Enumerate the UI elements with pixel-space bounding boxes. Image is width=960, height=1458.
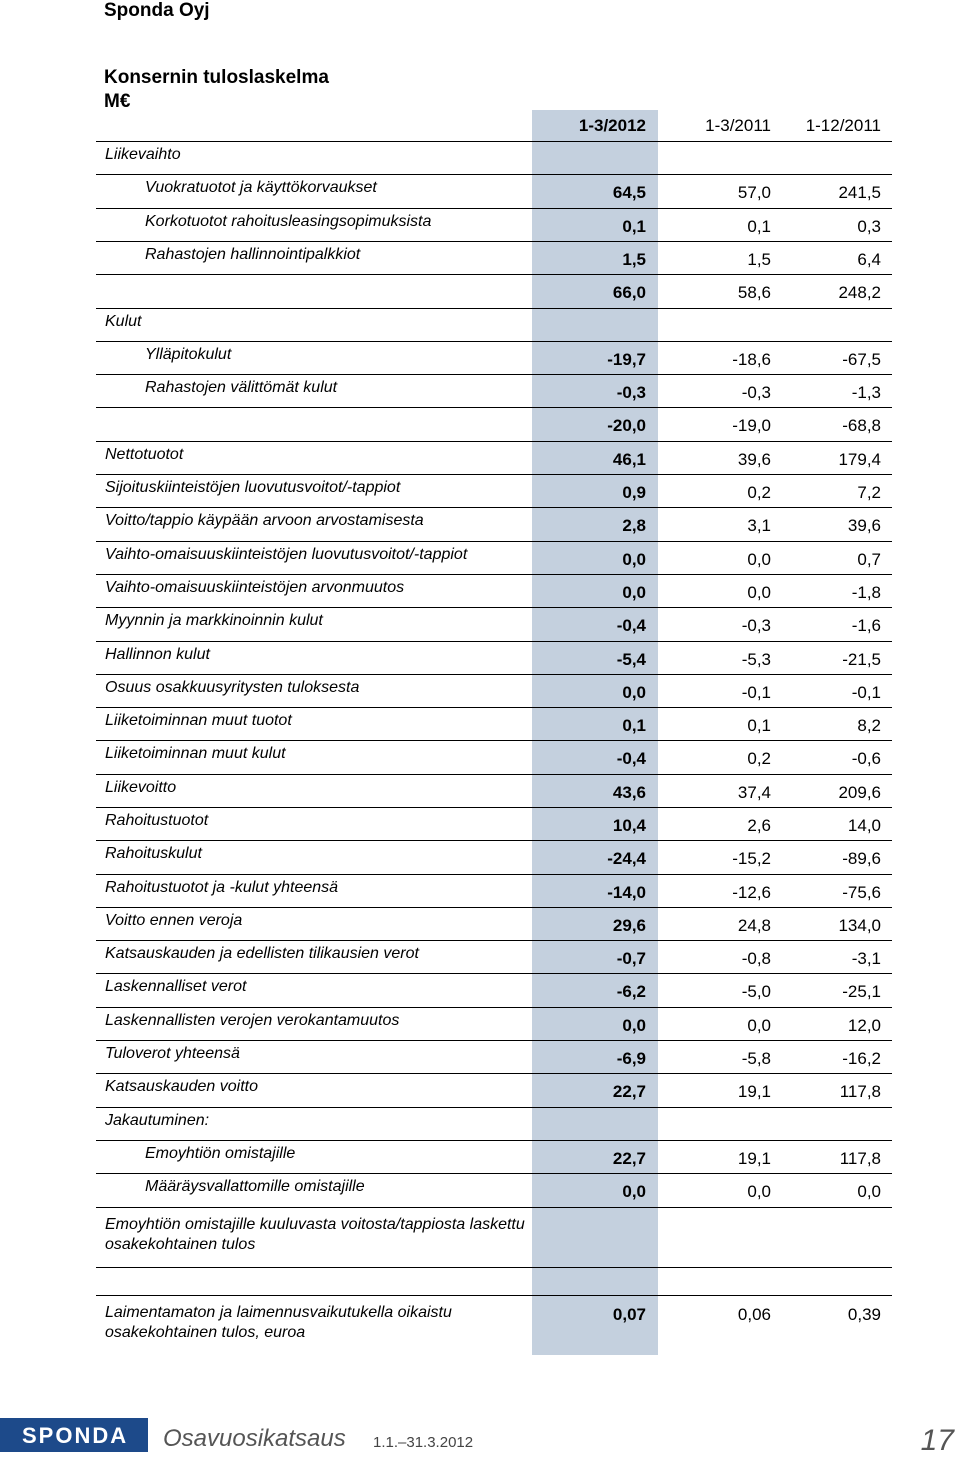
table-row (0, 974, 960, 1008)
row-label: Liiketoiminnan muut kulut (105, 745, 286, 762)
table-row (0, 1041, 960, 1075)
row-value-1: 64,5 (612, 183, 646, 202)
row-value-3: 6,4 (857, 250, 881, 269)
row-divider (96, 1295, 892, 1296)
row-label: Hallinnon kulut (105, 646, 210, 663)
table-row (0, 342, 960, 376)
row-label: Kulut (105, 313, 142, 330)
table-row (0, 875, 960, 909)
row-divider (96, 1267, 892, 1268)
row-label: Katsauskauden ja edellisten tilikausien verot (105, 945, 419, 962)
eps-value-prior-year: 0,39 (847, 1305, 881, 1324)
row-value-3: 134,0 (838, 916, 881, 935)
table-row (0, 841, 960, 875)
row-value-1: -0,4 (616, 749, 646, 768)
row-value-3: 117,8 (839, 1149, 881, 1168)
row-value-2: 0,0 (747, 550, 771, 569)
row-value-2: 2,6 (747, 816, 771, 835)
row-label: Vuokratuotot ja käyttökorvaukset (145, 179, 377, 196)
row-value-2: -12,6 (732, 883, 771, 902)
row-value-3: -1,6 (851, 616, 881, 635)
row-label: Voitto/tappio käypään arvoon arvostamisesta (105, 512, 424, 529)
statement-unit: M€ (104, 91, 131, 112)
row-value-2: 0,1 (747, 217, 771, 236)
row-value-3: 8,2 (857, 716, 881, 735)
row-value-2: -0,1 (741, 683, 771, 702)
table-row (0, 242, 960, 276)
row-value-1: -14,0 (607, 883, 646, 902)
row-divider (96, 1207, 892, 1208)
row-label: Jakautuminen: (105, 1112, 210, 1129)
row-value-1: 1,5 (622, 250, 646, 269)
row-value-2: 24,8 (737, 916, 771, 935)
row-value-3: -89,6 (842, 849, 881, 868)
row-value-3: 117,8 (839, 1082, 881, 1101)
row-label: Ylläpitokulut (145, 346, 232, 363)
row-value-2: -15,2 (732, 849, 771, 868)
row-label: Rahastojen välittömät kulut (145, 379, 338, 396)
row-value-1: -0,7 (616, 949, 646, 968)
statement-title (104, 66, 329, 114)
row-value-3: 179,4 (838, 450, 881, 469)
row-value-3: 12,0 (847, 1016, 881, 1035)
row-value-2: 1,5 (747, 250, 771, 269)
row-value-2: 37,4 (737, 783, 771, 802)
row-value-3: 39,6 (847, 516, 881, 535)
table-row (0, 408, 960, 442)
row-value-1: 46,1 (612, 450, 646, 469)
row-value-3: 14,0 (847, 816, 881, 835)
row-label: Rahoitustuotot ja -kulut yhteensä (105, 879, 339, 896)
table-row (0, 275, 960, 309)
row-value-1: -24,4 (607, 849, 646, 868)
row-label: Rahastojen hallinnointipalkkiot (145, 246, 361, 263)
sponda-logo (0, 1418, 148, 1452)
table-row (0, 1008, 960, 1042)
row-value-1: 2,8 (622, 516, 646, 535)
row-value-3: -1,8 (851, 583, 881, 602)
row-label: Laskennalliset verot (105, 978, 247, 995)
row-label: Nettotuotot (105, 446, 184, 463)
row-label: Rahoituskulut (105, 845, 202, 862)
column-header-prior-quarter: 1-3/2011 (705, 116, 771, 135)
row-label: Liiketoiminnan muut tuotot (105, 712, 292, 729)
company-name: Sponda Oyj (104, 0, 210, 21)
row-label: Määräysvallattomille omistajille (145, 1178, 365, 1195)
table-row (0, 542, 960, 576)
table-row (0, 1174, 960, 1208)
table-row (0, 775, 960, 809)
row-value-2: 19,1 (737, 1149, 771, 1168)
column-header-prior-year: 1-12/2011 (805, 116, 881, 135)
row-label: Liikevaihto (105, 146, 181, 163)
report-period: 1.1.–31.3.2012 (373, 1434, 474, 1451)
table-row (0, 309, 960, 343)
eps-diluted-label: Laimentamaton ja laimennusvaikutukella oikaistu osakekohtainen tulos, euroa (105, 1304, 452, 1341)
row-value-3: -67,5 (842, 350, 881, 369)
row-value-3: 7,2 (857, 483, 881, 502)
row-value-1: -6,2 (616, 982, 646, 1001)
eps-basic-label: Emoyhtiön omistajille kuuluvasta voitosta/tappiosta laskettu osakekohtainen tulos (105, 1216, 525, 1253)
row-value-3: 241,5 (838, 183, 881, 202)
row-label: Voitto ennen veroja (105, 912, 243, 929)
row-value-1: 0,0 (622, 1016, 646, 1035)
row-value-2: 0,0 (747, 583, 771, 602)
row-label: Vaihto-omaisuuskiinteistöjen arvonmuutos (105, 579, 405, 596)
row-value-1: 10,4 (612, 816, 646, 835)
row-value-3: -0,6 (851, 749, 881, 768)
table-row (0, 1074, 960, 1108)
row-value-1: 0,0 (622, 1182, 646, 1201)
row-value-1: 29,6 (612, 916, 646, 935)
row-value-2: 0,2 (747, 483, 771, 502)
table-row (0, 708, 960, 742)
row-value-3: -16,2 (842, 1049, 881, 1068)
row-value-3: -0,1 (851, 683, 881, 702)
row-value-3: 209,6 (838, 783, 881, 802)
eps-diluted-row (0, 1300, 960, 1356)
row-value-2: -0,3 (741, 383, 771, 402)
row-label: Korkotuotot rahoitusleasingsopimuksista (145, 213, 432, 230)
column-header-current: 1-3/2012 (578, 116, 646, 135)
row-value-2: 39,6 (737, 450, 771, 469)
table-row (0, 442, 960, 476)
row-value-3: -68,8 (842, 416, 881, 435)
table-row (0, 508, 960, 542)
report-title: Osavuosikatsaus (163, 1425, 346, 1452)
eps-basic-row (0, 1212, 960, 1268)
row-value-3: 0,0 (857, 1182, 881, 1201)
row-value-3: -25,1 (842, 982, 881, 1001)
row-label: Laskennallisten verojen verokantamuutos (105, 1012, 400, 1029)
row-value-1: 0,0 (622, 583, 646, 602)
row-value-1: -20,0 (607, 416, 646, 435)
row-label: Osuus osakkuusyritysten tuloksesta (105, 679, 360, 696)
row-value-2: 3,1 (747, 516, 771, 535)
row-value-1: -19,7 (607, 350, 646, 369)
row-value-2: -5,8 (741, 1049, 771, 1068)
row-value-2: 0,1 (747, 716, 771, 735)
eps-value-prior-quarter: 0,06 (737, 1305, 771, 1324)
row-value-2: 0,0 (747, 1182, 771, 1201)
row-value-2: 0,0 (747, 1016, 771, 1035)
row-value-2: -0,3 (741, 616, 771, 635)
row-value-1: 66,0 (612, 283, 646, 302)
row-label: Emoyhtiön omistajille (145, 1145, 296, 1162)
row-value-3: 0,3 (857, 217, 881, 236)
row-label: Katsauskauden voitto (105, 1078, 258, 1095)
table-row (0, 608, 960, 642)
row-value-1: 0,1 (622, 716, 646, 735)
row-value-1: -0,4 (616, 616, 646, 635)
table-row (0, 941, 960, 975)
table-row (0, 475, 960, 509)
row-value-2: 58,6 (737, 283, 771, 302)
row-label: Rahoitustuotot (105, 812, 209, 829)
row-label: Sijoituskiinteistöjen luovutusvoitot/-tappiot (105, 479, 401, 496)
row-value-3: -1,3 (851, 383, 881, 402)
row-label: Myynnin ja markkinoinnin kulut (105, 612, 323, 629)
row-value-1: -5,4 (616, 650, 646, 669)
page-number: 17 (920, 1424, 954, 1457)
row-value-2: 57,0 (737, 183, 771, 202)
table-row (0, 741, 960, 775)
table-row (0, 175, 960, 209)
table-row (0, 908, 960, 942)
row-value-1: 0,1 (622, 217, 646, 236)
row-label: Liikevoitto (105, 779, 177, 796)
row-value-2: -5,3 (741, 650, 771, 669)
row-value-1: 0,9 (622, 483, 646, 502)
table-row (0, 575, 960, 609)
row-value-3: -75,6 (842, 883, 881, 902)
table-row (0, 1141, 960, 1175)
row-label: Vaihto-omaisuuskiinteistöjen luovutusvoitot/-tappiot (105, 546, 468, 563)
table-row (0, 675, 960, 709)
row-value-2: -0,8 (741, 949, 771, 968)
row-value-2: 0,2 (747, 749, 771, 768)
row-value-2: -5,0 (741, 982, 771, 1001)
row-value-1: 0,0 (622, 550, 646, 569)
table-row (0, 142, 960, 176)
row-value-3: -3,1 (851, 949, 881, 968)
table-row (0, 642, 960, 676)
table-row (0, 375, 960, 409)
row-value-2: 19,1 (737, 1082, 771, 1101)
row-value-1: 22,7 (612, 1082, 646, 1101)
row-value-3: 248,2 (838, 283, 881, 302)
table-row (0, 808, 960, 842)
row-value-1: 22,7 (612, 1149, 646, 1168)
row-value-3: 0,7 (857, 550, 881, 569)
row-value-3: -21,5 (842, 650, 881, 669)
table-row (0, 209, 960, 243)
row-value-1: 43,6 (612, 783, 646, 802)
row-value-1: 0,0 (622, 683, 646, 702)
table-row (0, 1108, 960, 1142)
row-value-1: -0,3 (616, 383, 646, 402)
row-value-1: -6,9 (616, 1049, 646, 1068)
row-label: Tuloverot yhteensä (105, 1045, 240, 1062)
statement-title-line1: Konsernin tuloslaskelma (104, 67, 329, 88)
eps-value-current: 0,07 (612, 1305, 646, 1324)
row-value-2: -18,6 (732, 350, 771, 369)
row-value-2: -19,0 (732, 416, 771, 435)
logo-text: SPONDA (22, 1423, 129, 1448)
